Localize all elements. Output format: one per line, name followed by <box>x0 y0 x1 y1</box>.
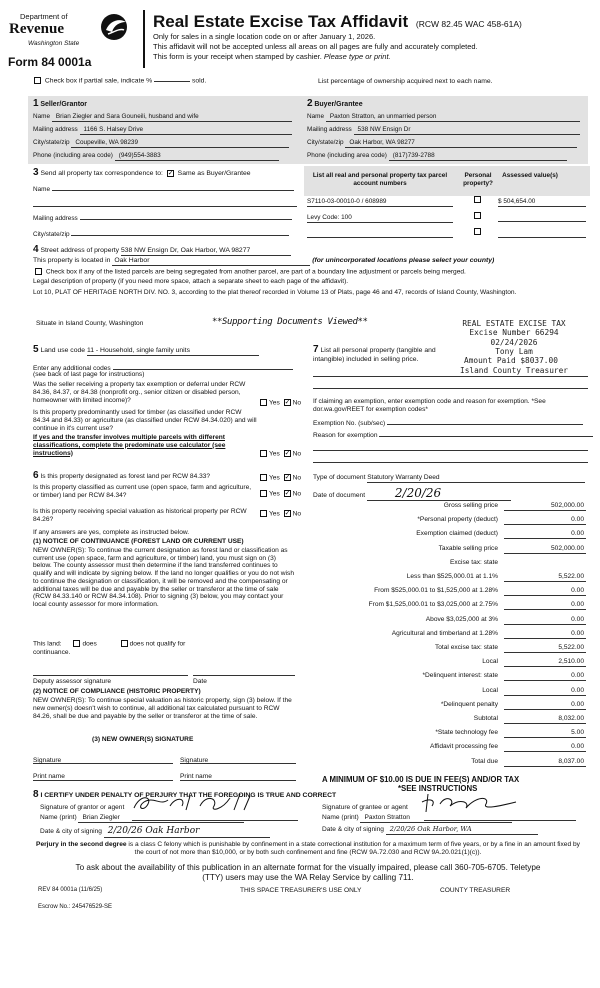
buyer-phone-row <box>307 152 567 161</box>
exemption-yesno <box>258 399 301 407</box>
sec3-city-row <box>33 229 289 239</box>
perjury-bold: Perjury in the second degree <box>36 841 127 848</box>
grantor-signature-image <box>130 792 280 814</box>
calc-label: Taxable selling price <box>438 545 498 552</box>
deputy-signature-line[interactable] <box>33 675 188 676</box>
calc-value[interactable]: 0.00 <box>504 616 586 625</box>
no-label: No <box>292 474 302 482</box>
current-use-no-checkbox[interactable]: ✓ <box>284 490 291 497</box>
wa-logo-icon <box>98 12 132 42</box>
grantor-name-row <box>40 814 244 823</box>
exemption-reason-line2[interactable] <box>313 450 588 451</box>
exemption-claim-text: If claiming an exemption, enter exemption code and reason for exemption. *See dor.wa.gov/REET for exemption codes* <box>313 398 546 413</box>
calc-value[interactable]: 0.00 <box>504 530 586 539</box>
exemption-reason-row <box>313 430 593 440</box>
assessed-value-1[interactable]: $ 504,654.00 <box>498 198 586 207</box>
sec3-label: Send all property tax correspondence to: <box>40 170 163 177</box>
buyer-mail-field[interactable]: 538 NW Ensign Dr <box>354 126 580 135</box>
yes-label: Yes <box>269 474 280 482</box>
assessed-col-header: Assessed value(s) <box>502 172 558 179</box>
yes-label: Yes <box>269 450 280 458</box>
calc-value[interactable]: 0.00 <box>504 687 586 696</box>
timber-yesno <box>258 450 301 458</box>
no-label: No <box>292 490 302 498</box>
alt-format-line1: To ask about the availability of this publication in an alternate format for the visually impaired, please call 360-705-6705. Teletype <box>75 863 541 872</box>
calc-label: *Delinquent interest: state <box>422 672 498 679</box>
buyer-city-field[interactable]: Oak Harbor, WA 98277 <box>345 139 577 148</box>
forest-question: Is this property designated as forest land per RCW 84.33? <box>40 473 211 480</box>
new-owner-signature-title: (3) NEW OWNER(S) SIGNATURE <box>92 736 194 743</box>
buyer-mail-row <box>307 126 580 135</box>
notice-compliance-text: NEW OWNER(S): To continue special valuation as historic property, sign (3) below. If the new owner(s) doesn't wish to continue, all additional tax calculated pursuant to RCW 84.26, shall be due and payable by the seller or transferor at the time of sale. <box>33 697 292 720</box>
doc-type-select[interactable]: Statutory Warranty Deed <box>367 474 585 483</box>
buyer-phone-field[interactable]: (817)739-2788 <box>389 152 567 161</box>
calc-label: Total excise tax: state <box>434 644 498 651</box>
parcel-number-1[interactable]: S7110-03-00010-0 / 608989 <box>307 198 453 207</box>
exemption-no-field[interactable] <box>387 418 583 425</box>
yes-label: Yes <box>269 490 280 498</box>
personal-property-checkbox-3[interactable] <box>474 228 481 235</box>
land-does-not-checkbox[interactable] <box>121 640 128 647</box>
grantee-name-row <box>322 814 512 823</box>
additional-codes-field[interactable] <box>113 363 293 370</box>
if-any-yes: If any answers are yes, complete as instructed below. <box>33 529 190 536</box>
buyer-phone-label: Phone (including area code) <box>307 152 387 159</box>
exemption-reason-label: Reason for exemption <box>313 432 378 439</box>
buyer-name-field[interactable]: Paxton Stratton, an unmarried person <box>326 113 580 122</box>
buyer-heading: Buyer/Grantee <box>314 101 363 108</box>
legal-description[interactable]: Lot 10, PLAT OF HERITAGE NORTH DIV. NO. 3, according to the plat thereof recorded in Volume 13 of Plats, page 46 and 47, records of Island County, Washington. <box>33 289 517 296</box>
calc-value[interactable]: 0.00 <box>504 587 586 596</box>
form-title: Real Estate Excise Tax Affidavit <box>153 12 409 31</box>
stamp-line6: Island County Treasurer <box>460 366 568 375</box>
exemption-no-checkbox[interactable]: ✓ <box>284 399 291 406</box>
calc-value[interactable]: 8,037.00 <box>504 758 586 767</box>
notice-continuance-title: (1) NOTICE OF CONTINUANCE (FOREST LAND OR CURRENT USE) <box>33 538 244 545</box>
section-7-row <box>313 344 453 364</box>
assessed-value-2[interactable] <box>498 221 586 222</box>
seller-city-field[interactable]: Coupeville, WA 98239 <box>71 139 289 148</box>
minimum-due-line1: A MINIMUM OF $10.00 IS DUE IN FEE(S) AND/OR TAX <box>322 775 520 784</box>
doc-date-row <box>313 486 511 501</box>
dept-line3: Washington State <box>28 40 80 47</box>
calc-value[interactable]: 502,000.00 <box>504 502 586 511</box>
grantor-date-label: Date & city of signing <box>40 828 102 835</box>
located-row <box>33 257 494 266</box>
doc-type-label: Type of document <box>313 474 366 481</box>
grantor-date-row <box>40 826 270 838</box>
sec3-mail-row <box>33 213 292 223</box>
exemption-question: Was the seller receiving a property tax exemption or deferral under RCW 84.36, 84.37, or 84.38 (nonprofit org., senior citizen or disabled person, homeowner with limited income)? <box>33 381 246 404</box>
parcel-col-header: List all real and personal property tax parcel account numbers <box>312 172 448 187</box>
grantee-signature-image <box>420 792 530 814</box>
section-6-number: 6 <box>33 470 39 481</box>
current-use-question: Is this property classified as current use (open space, farm and agriculture, or timber) land per RCW 84.34? <box>33 484 252 499</box>
personal-property-list-label: List all personal property (tangible and intangible) included in selling price. <box>313 347 436 363</box>
seller-phone-row <box>33 152 279 161</box>
current-use-yes-checkbox[interactable] <box>260 490 267 497</box>
buyer-city-row <box>307 139 577 148</box>
located-label: This property is located in <box>33 257 111 264</box>
grantor-signature-label: Signature of grantor or agent <box>40 804 125 811</box>
forest-question-row <box>33 470 210 482</box>
calc-value[interactable]: 5,522.00 <box>504 573 586 582</box>
stamp-line2: Excise Number 66294 <box>469 328 559 338</box>
calc-value[interactable]: 502,000.00 <box>504 545 586 554</box>
segregated-label: Check box if any of the listed parcels are being segregated from another parcel, are part of a boundary line adjustment or parcels being merged. <box>45 268 466 276</box>
stamp-line5: Amount Paid $8037.00 <box>464 356 558 365</box>
seller-city-row <box>33 139 289 148</box>
calc-label: From $1,525,000.01 to $3,025,000 at 2.75% <box>368 601 498 608</box>
historic-yesno <box>258 510 301 518</box>
calc-label: Total due <box>471 758 498 765</box>
partial-sale-row <box>32 77 206 85</box>
historic-question: Is this property receiving special valuation as historical property per RCW 84.26? <box>33 508 247 523</box>
continuance-label: continuance. <box>33 649 71 656</box>
header-note1: Only for sales in a single location code on or after January 1, 2026. <box>153 32 376 41</box>
seller-mail-label: Mailing address <box>33 126 78 133</box>
sec3-city-field[interactable] <box>71 229 289 236</box>
forest-yesno <box>258 474 301 482</box>
ownership-note: List percentage of ownership acquired next to each name. <box>318 78 493 85</box>
calc-label: Subtotal <box>473 715 498 722</box>
doc-date-label: Date of document <box>313 492 366 499</box>
dept-line2: Revenue <box>9 21 64 37</box>
grantor-signature-row <box>40 804 124 812</box>
legal-desc-label: Legal description of property (if you need more space, attach a separate sheet to each page of the affidavit). <box>33 278 349 285</box>
forest-no-checkbox[interactable]: ✓ <box>284 474 291 481</box>
same-as-buyer-checkbox[interactable]: ✓ <box>167 169 174 177</box>
sec3-name-label: Name <box>33 186 51 193</box>
escrow-number: 245476529-SE <box>72 904 113 910</box>
seller-name-row <box>33 113 297 122</box>
personal-col-header: Personal property? <box>463 172 493 187</box>
grantee-signature-row <box>322 804 408 812</box>
calc-label: Agricultural and timberland at 1.28% <box>391 630 498 637</box>
seller-phone-label: Phone (including area code) <box>33 152 113 159</box>
seller-name-field[interactable]: Brian Ziegler and Sara Gouneili, husband and wife <box>52 113 292 122</box>
certify-label: I CERTIFY UNDER PENALTY OF PERJURY THAT THE FOREGOING IS TRUE AND CORRECT <box>40 792 337 799</box>
buyer-city-label: City/state/zip <box>307 139 344 146</box>
timber-question-bold: If yes and the transfer involves multiple parcels with different classifications, complete the predominate use calculator (see instructions) <box>33 434 226 457</box>
sec3-mail-label: Mailing address <box>33 215 78 222</box>
escrow-label: Escrow No.: <box>38 904 71 910</box>
revenue-logo <box>6 10 134 54</box>
no-label: No <box>292 510 302 518</box>
calc-value[interactable]: 2,510.00 <box>504 658 586 667</box>
calc-value[interactable]: 0.00 <box>504 516 586 525</box>
calc-label: Excise tax: state <box>449 559 498 566</box>
seller-city-label: City/state/zip <box>33 139 70 146</box>
form-title-row <box>153 12 522 32</box>
grantee-date-field[interactable]: 2/20/26 Oak Harbor, WA <box>386 826 538 835</box>
calc-value[interactable]: 8,032.00 <box>504 715 586 724</box>
form-number: Form 84 0001a <box>8 55 92 69</box>
this-land-row <box>33 640 185 648</box>
seller-heading: Seller/Grantor <box>40 101 88 108</box>
deputy-date-line[interactable] <box>193 675 295 676</box>
supporting-docs-viewed: **Supporting Documents Viewed** <box>212 317 368 327</box>
yes-label: Yes <box>269 510 280 518</box>
does-label: does <box>82 640 97 648</box>
calc-value[interactable]: 0.00 <box>504 743 586 752</box>
alt-format-line2: (TTY) users may use the WA Relay Service by calling 711. <box>202 873 414 882</box>
rev-number: REV 84 0001a (11/6/25) <box>38 887 103 893</box>
doc-date-field[interactable]: 2/20/26 <box>367 486 511 501</box>
personal-property-checkbox-1[interactable] <box>474 196 481 203</box>
personal-property-line1[interactable] <box>313 376 588 377</box>
section-4-number: 4 <box>33 244 39 255</box>
exemption-no-label: Exemption No. (sub/sec) <box>313 420 386 427</box>
section-3-heading <box>33 167 251 179</box>
calc-value[interactable]: 0.00 <box>504 630 586 639</box>
stamp-line3: 02/24/2026 <box>490 337 538 347</box>
this-land-label: This land: <box>33 640 62 648</box>
header-note2: This affidavit will not be accepted unless all areas on all pages are fully and accurately completed. <box>153 42 478 51</box>
buyer-mail-label: Mailing address <box>307 126 352 133</box>
grantee-name-label: Name (print) <box>322 814 359 821</box>
header-note3-row <box>153 53 391 62</box>
seller-mail-field[interactable]: 1166 S. Halsey Drive <box>80 126 292 135</box>
personal-property-checkbox-2[interactable] <box>474 212 481 219</box>
sec3-name-field[interactable] <box>52 184 294 191</box>
buyer-name-row <box>307 113 580 122</box>
exemption-no-row <box>313 418 583 428</box>
county-treasurer: COUNTY TREASURER <box>440 887 511 894</box>
grantee-signature-label: Signature of grantee or agent <box>322 804 408 811</box>
stamp-line1: REAL ESTATE EXCISE TAX <box>462 319 566 328</box>
located-note: (for unincorporated locations please select your county) <box>312 257 495 264</box>
calc-label: Above $3,025,000 at 3% <box>425 616 498 623</box>
seller-phone-field[interactable]: (949)554-3883 <box>115 152 279 161</box>
historic-no-checkbox[interactable]: ✓ <box>284 510 291 517</box>
calc-label: Local <box>482 658 498 665</box>
seller-name-label: Name <box>33 113 51 120</box>
seller-mail-row <box>33 126 292 135</box>
perjury-notice <box>32 841 584 857</box>
minimum-due-line2: *SEE INSTRUCTIONS <box>398 784 478 793</box>
sec3-city-label: City/state/zip <box>33 231 70 238</box>
calc-value[interactable]: 0.00 <box>504 701 586 710</box>
additional-codes-label: Enter any additional codes <box>33 365 111 372</box>
calc-label: *Delinquent penalty <box>440 701 498 708</box>
timber-no-checkbox[interactable]: ✓ <box>284 450 291 457</box>
sec3-mail-field[interactable] <box>80 213 292 220</box>
treasurer-stamp <box>448 319 580 357</box>
owner-signature-label-2: Signature <box>180 757 209 764</box>
calc-value[interactable]: 0.00 <box>504 601 586 610</box>
calc-value[interactable]: 5.00 <box>504 729 586 738</box>
section-3-number: 3 <box>33 167 39 178</box>
calc-label: Local <box>482 687 498 694</box>
deputy-date-label: Date <box>193 678 207 685</box>
section-7-number: 7 <box>313 344 319 355</box>
header-note3: This form is your receipt when stamped by cashier. <box>153 52 322 61</box>
calc-label: Exemption claimed (deduct) <box>416 530 498 537</box>
form-title-ref: (RCW 82.45 WAC 458-61A) <box>415 19 522 29</box>
partial-sale-checkbox[interactable] <box>34 77 41 84</box>
historic-yes-checkbox[interactable] <box>260 510 267 517</box>
calc-label: *State technology fee <box>435 729 498 736</box>
deputy-signature-label: Deputy assessor signature <box>33 678 112 685</box>
exemption-yes-checkbox[interactable] <box>260 399 267 406</box>
calc-value[interactable]: 0.00 <box>504 672 586 681</box>
levy-code[interactable]: Levy Code: 100 <box>307 214 453 223</box>
buyer-name-label: Name <box>307 113 325 120</box>
segregated-row <box>33 268 466 276</box>
calc-label: From $525,000.01 to $1,525,000 at 1.28% <box>374 587 498 594</box>
exemption-reason-line3[interactable] <box>313 462 588 463</box>
partial-sale-label: Check box if partial sale, indicate % <box>44 77 153 85</box>
doc-type-row <box>313 474 585 483</box>
grantor-name-label: Name (print) <box>40 814 77 821</box>
does-not-label: does not qualify for <box>129 640 186 648</box>
notice-continuance-text: NEW OWNER(S): To continue the current designation as forest land or classification as current use (open space, farm and agriculture, or timber) land, you must sign on (3) below. The county assessor must then determine if the land transferred continues to qualify and will indicate by signing below. If the land no longer qualifies or you do not wish to continue the designation or classification, it will be removed and the compensating or additional taxes will be due and payable by the seller or transferor at the time of sale (RCW 84.33.140 or RCW 84.34.108). Prior to signing (3) below, you may contact your local county assessor for more information. <box>33 547 294 608</box>
parcel-number-3[interactable] <box>307 237 453 238</box>
street-label: Street address of property <box>40 247 120 254</box>
escrow-row <box>38 904 112 911</box>
yes-label: Yes <box>269 399 280 407</box>
header-note3b: Please type or print. <box>323 52 391 61</box>
calc-value[interactable]: 5,522.00 <box>504 644 586 653</box>
perjury-text: is a class C felony which is punishable by confinement in a state correctional institution for a maximum term of five years, or by a fine in an amount fixed by the court of not more than $10,000, or by both such confinement and fine (RCW 9A.72.030 and RCW 9A.20.021(1)(c)). <box>128 841 580 856</box>
assessed-value-3[interactable] <box>498 237 586 238</box>
personal-property-line2[interactable] <box>313 388 588 389</box>
calc-label: Affidavit processing fee <box>429 743 498 750</box>
calc-label: Gross selling price <box>443 502 498 509</box>
grantee-date-row <box>322 826 538 835</box>
treasurer-use-only: THIS SPACE TREASURER'S USE ONLY <box>240 887 362 894</box>
section-5-row <box>33 344 259 356</box>
sec3-name-line2[interactable] <box>33 206 297 207</box>
stamp-line4: Tony Lam <box>495 347 533 357</box>
owner-print-label-1: Print name <box>33 773 65 780</box>
grantor-date-field[interactable]: 2/20/26 Oak Harbor <box>104 826 270 838</box>
section-8-number: 8 <box>33 789 39 800</box>
forest-yes-checkbox[interactable] <box>260 474 267 481</box>
grantor-name-field[interactable]: Brian Ziegler <box>78 814 244 823</box>
section-4-row <box>33 244 291 256</box>
no-label: No <box>292 399 302 407</box>
situate-text: Situate in Island County, Washington <box>36 320 144 327</box>
land-does-checkbox[interactable] <box>73 640 80 647</box>
current-use-yesno <box>258 490 301 498</box>
grantee-date-label: Date & city of signing <box>322 826 384 833</box>
additional-codes-hint: (see back of last page for instructions) <box>33 371 145 378</box>
owner-signature-label-1: Signature <box>33 757 62 764</box>
section-5-number: 5 <box>33 344 39 355</box>
street-address-field[interactable]: 538 NW Ensign Dr, Oak Harbor, WA 98277 <box>121 247 291 256</box>
calc-label: *Personal property (deduct) <box>417 516 498 523</box>
land-use-code-select[interactable]: 11 - Household, single family units <box>87 347 259 356</box>
located-select[interactable]: Oak Harbor <box>112 257 310 266</box>
section-1-number: 1 <box>33 98 39 109</box>
land-use-label: Land use code <box>40 347 86 354</box>
segregated-checkbox[interactable] <box>35 268 42 275</box>
timber-question: Is this property predominantly used for timber (as classified under RCW 84.34 and 84.33) or agriculture (as classified under RCW 84.34.020) and will continue in it's current use? <box>33 409 257 432</box>
no-label: No <box>292 450 302 458</box>
owner-print-label-2: Print name <box>180 773 212 780</box>
exemption-reason-field[interactable] <box>379 430 593 437</box>
calc-label: Less than $525,000.01 at 1.1% <box>406 573 498 580</box>
partial-sold: sold. <box>191 77 207 85</box>
sec3-name-row <box>33 184 294 194</box>
grantee-name-field[interactable]: Paxton Stratton <box>360 814 512 823</box>
same-as-buyer-label: Same as Buyer/Grantee <box>177 170 251 177</box>
notice-compliance-title: (2) NOTICE OF COMPLIANCE (HISTORIC PROPERTY) <box>33 688 201 695</box>
dept-line1: Department of <box>20 12 68 21</box>
timber-yes-checkbox[interactable] <box>260 450 267 457</box>
section-2-number: 2 <box>307 98 313 109</box>
